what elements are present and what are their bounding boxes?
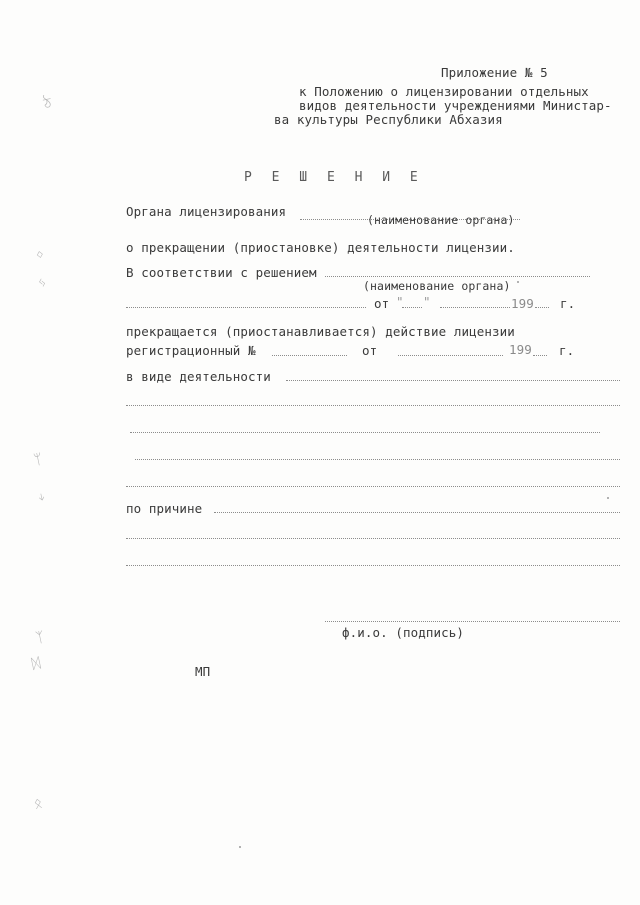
registration-number-field[interactable] (272, 355, 347, 356)
header-line-3: ва культуры Республики Абхазия (274, 112, 503, 127)
licensing-organ-caption: (наименование органа) (367, 213, 515, 227)
licensing-organ-label: Органа лицензирования (126, 204, 287, 219)
registration-year-prefix: 199 (509, 342, 532, 357)
scan-speck (607, 497, 609, 499)
document-title: Р Е Ш Е Н И Е (244, 170, 424, 185)
signature-caption: ф.и.о. (подпись) (342, 625, 465, 640)
decision-organ-field[interactable] (126, 307, 366, 308)
registration-number-label: регистрационный № (126, 343, 256, 358)
margin-scan-mark: ᛞ (30, 655, 42, 673)
stamp-place-label: МП (195, 664, 211, 679)
scan-speck (517, 281, 519, 283)
reason-line-3[interactable] (126, 565, 620, 566)
activity-line-5[interactable] (126, 486, 620, 487)
accordance-organ-field[interactable] (325, 276, 590, 277)
decision-month-field[interactable] (440, 307, 510, 308)
activity-type-field[interactable] (286, 380, 620, 381)
activity-type-label: в виде деятельности (126, 369, 271, 384)
decision-year-suffix: г. (560, 296, 576, 311)
decision-year-field[interactable] (535, 307, 549, 308)
registration-date-prefix: от (362, 343, 378, 358)
margin-scan-mark: ᛃ (36, 274, 48, 292)
license-suspension-label: прекращается (приостанавливается) действие лицензии (126, 324, 515, 339)
margin-scan-mark: ᛉ (34, 629, 46, 647)
margin-scan-mark: ᛎ (36, 491, 48, 509)
appendix-number: Приложение № 5 (441, 65, 548, 80)
activity-line-3[interactable] (130, 432, 600, 433)
activity-line-4[interactable] (135, 459, 620, 460)
decision-year-prefix: 199 (511, 296, 534, 311)
margin-scan-mark: ঠ (42, 95, 54, 113)
date-quote-open: " (396, 294, 404, 309)
margin-scan-mark: ᛘ (32, 451, 44, 469)
registration-year-suffix: г. (559, 343, 575, 358)
margin-scan-mark: ᛟ (32, 795, 44, 813)
scan-speck (239, 846, 241, 848)
registration-year-field[interactable] (533, 355, 547, 356)
decision-date-prefix: от (374, 296, 390, 311)
header-line-2: видов деятельности учреждениями Министар- (299, 98, 612, 113)
reason-label: по причине (126, 501, 203, 516)
reason-field[interactable] (214, 512, 620, 513)
accordance-organ-caption: (наименование органа) (363, 279, 511, 293)
activity-line-2[interactable] (126, 405, 620, 406)
header-line-1: к Положению о лицензировании отдельных (299, 84, 589, 99)
registration-date-field[interactable] (398, 355, 503, 356)
signature-field[interactable] (325, 621, 620, 622)
decision-day-field[interactable] (402, 307, 422, 308)
reason-line-2[interactable] (126, 538, 620, 539)
accordance-label: В соответствии с решением (126, 265, 317, 280)
date-quote-close: " (423, 294, 431, 309)
termination-heading: о прекращении (приостановке) деятельности лицензии. (126, 240, 515, 255)
margin-scan-mark: ᛜ (34, 247, 46, 265)
